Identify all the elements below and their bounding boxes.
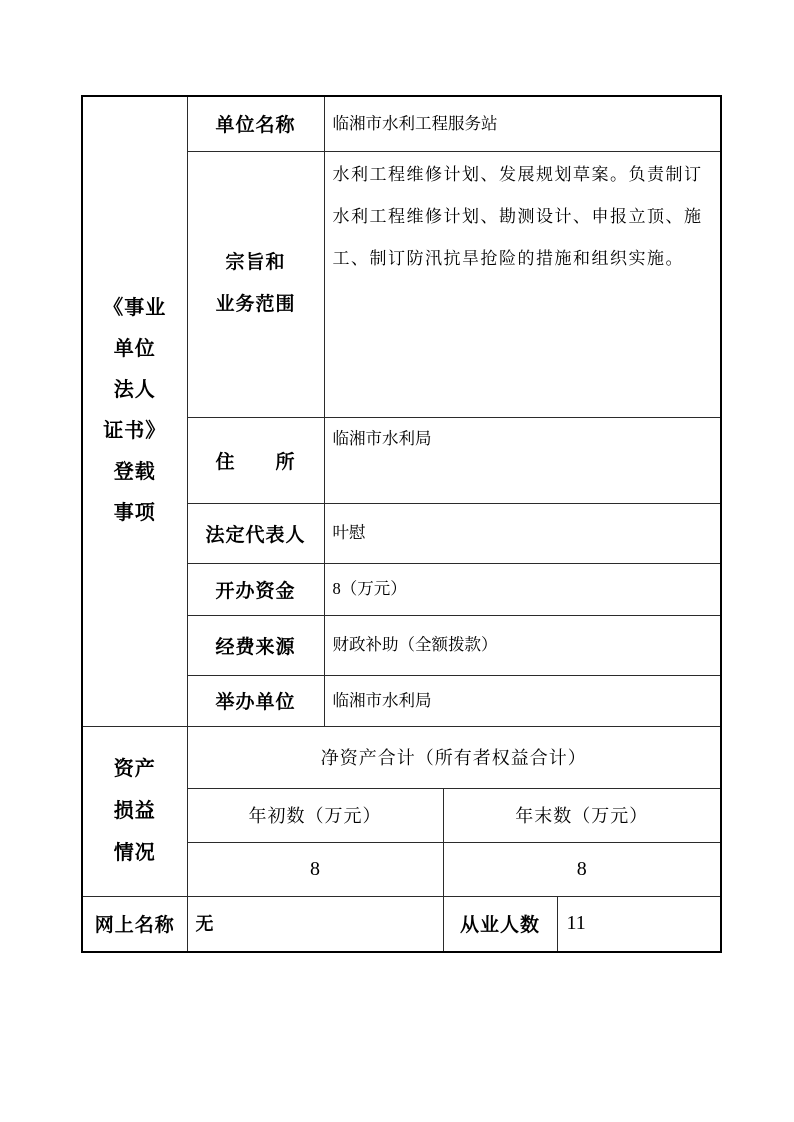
legal-representative-label: 法定代表人 bbox=[187, 503, 324, 563]
business-scope-text-line: 水利工程维修计划、勘测设计、申报立顶、施 bbox=[332, 206, 703, 226]
cert-section-header bbox=[82, 96, 187, 726]
online-name-value: 无 bbox=[187, 896, 443, 952]
organizer-value: 临湘市水利局 bbox=[324, 675, 721, 726]
assets-header-line: 损益 bbox=[113, 800, 156, 822]
unit-name-label: 单位名称 bbox=[187, 96, 324, 151]
address-label: 住 所 bbox=[187, 417, 324, 503]
row-online-name-staff bbox=[82, 896, 721, 952]
year-end-label: 年末数（万元） bbox=[443, 788, 721, 842]
year-end-value: 8 bbox=[443, 842, 721, 896]
business-scope-label-line: 业务范围 bbox=[215, 294, 296, 315]
assets-section-header bbox=[82, 726, 187, 896]
funding-source-label: 经费来源 bbox=[187, 615, 324, 675]
assets-header-line: 情况 bbox=[113, 842, 156, 864]
address-value: 临湘市水利局 bbox=[324, 417, 721, 503]
business-scope-label-line: 宗旨和 bbox=[225, 252, 286, 273]
cert-header-line: 法人 bbox=[113, 379, 156, 402]
business-scope-text-line: 工、制订防汛抗旱抢险的措施和组织实施。 bbox=[332, 248, 684, 268]
unit-name-value: 临湘市水利工程服务站 bbox=[324, 96, 721, 151]
year-begin-value: 8 bbox=[187, 842, 443, 896]
row-net-assets-title bbox=[82, 726, 721, 788]
cert-header-line: 《事业 bbox=[103, 297, 167, 320]
assets-header-line: 资产 bbox=[113, 758, 156, 780]
business-scope-label bbox=[187, 151, 324, 417]
cert-header-line: 事项 bbox=[113, 502, 156, 525]
opening-capital-label: 开办资金 bbox=[187, 563, 324, 615]
funding-source-value: 财政补助（全额拨款） bbox=[324, 615, 721, 675]
cert-header-line: 登载 bbox=[113, 461, 156, 484]
business-scope-value bbox=[324, 151, 721, 417]
row-unit-name bbox=[82, 96, 721, 151]
online-name-label: 网上名称 bbox=[82, 896, 187, 952]
annual-report-table bbox=[81, 95, 722, 953]
staff-count-value: 11 bbox=[557, 896, 721, 952]
opening-capital-value: 8（万元） bbox=[324, 563, 721, 615]
staff-count-label: 从业人数 bbox=[443, 896, 557, 952]
organizer-label: 举办单位 bbox=[187, 675, 324, 726]
cert-header-line: 证书》 bbox=[103, 420, 167, 443]
year-begin-label: 年初数（万元） bbox=[187, 788, 443, 842]
business-scope-text-line: 水利工程维修计划、发展规划草案。负责制订 bbox=[332, 164, 703, 184]
cert-header-line: 单位 bbox=[113, 338, 156, 361]
net-assets-title: 净资产合计（所有者权益合计） bbox=[187, 726, 721, 788]
legal-representative-value: 叶慰 bbox=[324, 503, 721, 563]
